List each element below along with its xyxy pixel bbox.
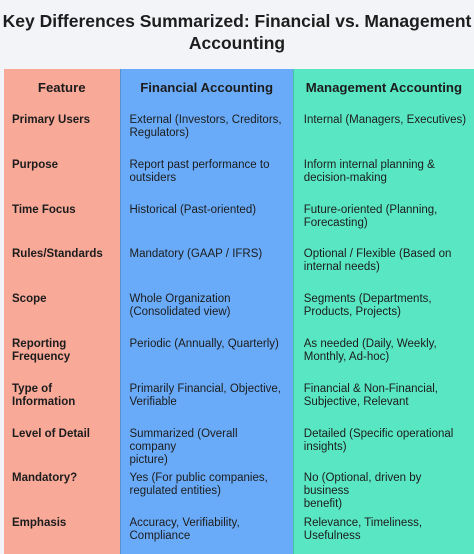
feature-cell <box>12 204 114 217</box>
feature-cell <box>12 338 114 364</box>
management-cell-line: Forecasting) <box>303 216 368 229</box>
feature-header: Feature <box>37 79 86 95</box>
management-cell <box>304 517 468 543</box>
financial-cell-line: Primarily Financial, Objective, <box>129 382 281 395</box>
feature-cell-line: Level of Detail <box>12 427 90 440</box>
management-cell-line: benefit) <box>303 498 343 511</box>
management-cell <box>304 114 468 127</box>
feature-cell-line: Reporting <box>12 338 67 350</box>
feature-cell-line: Scope <box>12 293 47 306</box>
feature-cell-line: Emphasis <box>12 517 67 530</box>
management-cell <box>304 338 468 364</box>
management-cell-line: Segments (Departments, <box>303 293 432 306</box>
management-cell <box>304 383 468 409</box>
financial-cell <box>130 428 287 467</box>
financial-accounting-column <box>120 69 293 554</box>
financial-cell <box>130 159 287 185</box>
financial-cell-line: picture) <box>129 453 168 466</box>
management-accounting-column <box>293 69 474 554</box>
management-cell <box>304 248 468 274</box>
management-cell-line: Monthly, Ad-hoc) <box>303 351 390 363</box>
feature-cell-line: Mandatory? <box>12 472 78 485</box>
financial-cell-line: External (Investors, Creditors, <box>129 114 282 126</box>
feature-cell <box>12 428 114 441</box>
financial-cell-line: Verifiable <box>129 395 177 408</box>
management-cell <box>304 428 468 454</box>
feature-cell <box>12 159 114 172</box>
financial-cell-line: Compliance <box>129 530 191 543</box>
financial-cell-line: regulated entities) <box>129 485 221 498</box>
feature-cell <box>12 383 114 409</box>
management-cell-line: Internal (Managers, Executives) <box>303 114 467 126</box>
financial-accounting-header: Financial Accounting <box>140 79 274 95</box>
financial-cell-line: outsiders <box>129 171 177 184</box>
feature-cell-line: Frequency <box>12 351 71 363</box>
feature-cell-line: Information <box>12 395 76 408</box>
feature-cell <box>12 472 114 485</box>
financial-cell-line: Regulators) <box>129 127 189 139</box>
financial-cell-line: Periodic (Annually, Quarterly) <box>129 338 279 350</box>
financial-cell <box>130 338 287 351</box>
management-cell-line: No (Optional, driven by business <box>303 472 422 498</box>
financial-cell <box>130 517 287 543</box>
management-cell-line: Detailed (Specific operational <box>303 427 454 440</box>
management-cell <box>304 159 468 185</box>
comparison-table <box>4 69 474 554</box>
feature-cell <box>12 517 114 530</box>
management-cell-line: As needed (Daily, Weekly, <box>303 338 437 350</box>
title-line-2: Accounting <box>188 33 286 53</box>
financial-cell-line: Mandatory (GAAP / IFRS) <box>129 248 263 261</box>
management-cell-line: Products, Projects) <box>303 306 401 319</box>
management-cell <box>304 293 468 319</box>
management-cell-line: internal needs) <box>303 261 380 274</box>
financial-cell-line: (Consolidated view) <box>129 306 231 319</box>
financial-cell-line: Yes (For public companies, <box>129 472 268 485</box>
management-cell <box>304 472 468 511</box>
financial-cell-line: Summarized (Overall company <box>129 427 238 453</box>
feature-cell-line: Primary Users <box>12 114 90 126</box>
financial-cell <box>130 114 287 140</box>
management-cell-line: Relevance, Timeliness, <box>303 517 423 530</box>
management-cell-line: Inform internal planning & <box>303 158 435 171</box>
title-line-1: Key Differences Summarized: Financial vs. Management <box>2 11 472 31</box>
feature-cell-line: Rules/Standards <box>12 248 103 261</box>
management-cell-line: insights) <box>303 440 347 453</box>
feature-cell-line: Purpose <box>12 158 59 171</box>
financial-cell-line: Accuracy, Verifiability, <box>129 517 240 530</box>
page-title <box>0 10 474 54</box>
feature-cell <box>12 293 114 306</box>
management-cell-line: Usefulness <box>303 530 361 543</box>
feature-cell <box>12 248 114 261</box>
management-cell-line: Financial & Non-Financial, <box>303 382 438 395</box>
management-cell-line: Optional / Flexible (Based on <box>303 248 452 261</box>
management-accounting-header: Management Accounting <box>305 79 463 95</box>
financial-cell <box>130 293 287 319</box>
management-cell-line: Future-oriented (Planning, <box>303 203 438 216</box>
financial-cell <box>130 248 287 261</box>
financial-cell-line: Report past performance to <box>129 158 270 171</box>
financial-cell <box>130 472 287 498</box>
feature-cell <box>12 114 114 127</box>
management-cell <box>304 204 468 230</box>
management-cell-line: Subjective, Relevant <box>303 395 409 408</box>
management-cell-line: decision-making <box>303 171 387 184</box>
feature-cell-line: Type of <box>12 382 53 395</box>
feature-column <box>4 69 120 554</box>
financial-cell <box>130 383 287 409</box>
feature-cell-line: Time Focus <box>12 203 76 216</box>
financial-cell <box>130 204 287 217</box>
financial-cell-line: Historical (Past-oriented) <box>129 203 257 216</box>
financial-cell-line: Whole Organization <box>129 293 231 306</box>
